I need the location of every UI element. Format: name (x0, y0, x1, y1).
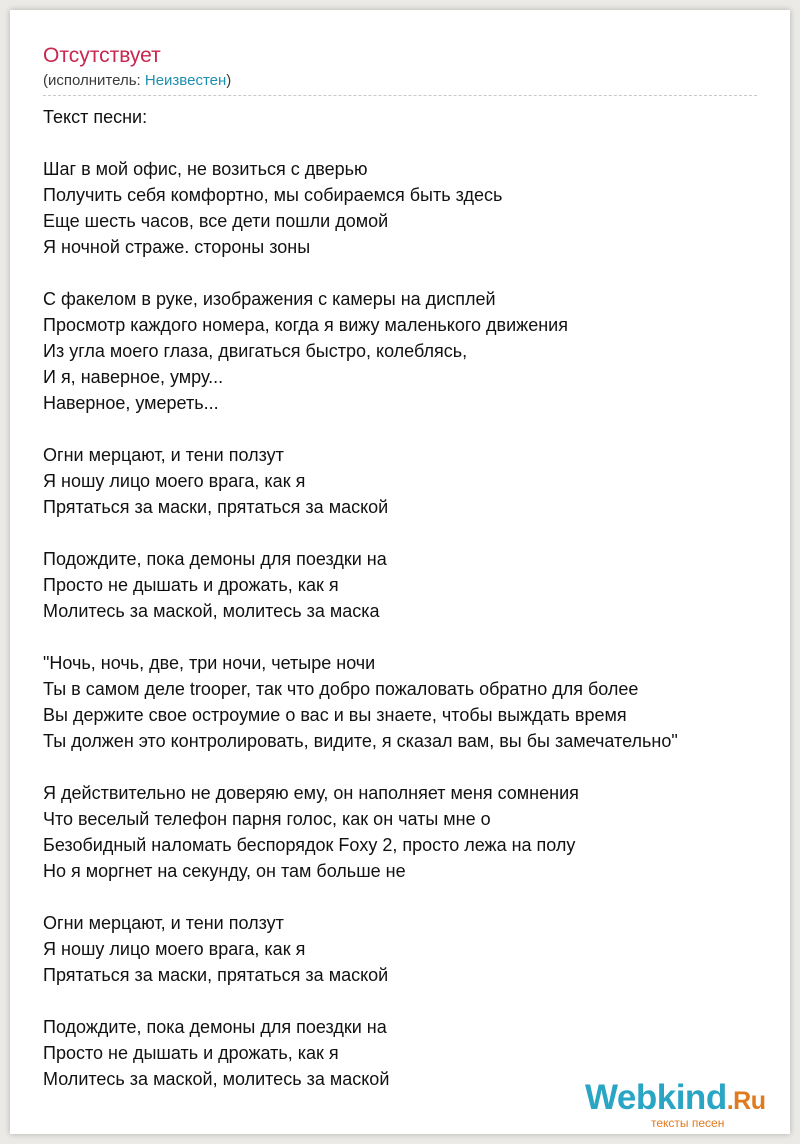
lyric-line: Вы держите свое остроумие о вас и вы знаете, чтобы выждать время (43, 705, 627, 725)
logo-tld: .Ru (726, 1087, 766, 1115)
lyric-line: Подождите, пока демоны для поездки на (43, 549, 387, 569)
artist-line (43, 72, 231, 90)
lyric-line: Я ночной страже. стороны зоны (43, 237, 311, 257)
lyric-line: Прятаться за маски, прятаться за маской (43, 965, 389, 985)
lyric-line: Безобидный наломать беспорядок Foxy 2, просто лежа на полу (43, 835, 576, 855)
artist-link[interactable]: Неизвестен (144, 72, 227, 89)
lyric-line: Подождите, пока демоны для поездки на (43, 1017, 387, 1037)
lyric-line: Просто не дышать и дрожать, как я (43, 1043, 339, 1063)
lyrics-stanza (43, 442, 783, 520)
lyric-line: Из угла моего глаза, двигаться быстро, колеблясь, (43, 341, 468, 361)
artist-suffix: ) (226, 72, 232, 89)
lyric-line: Огни мерцают, и тени ползут (43, 913, 284, 933)
logo-wordmark (585, 1078, 765, 1121)
lyric-line: Я ношу лицо моего врага, как я (43, 471, 306, 491)
lyric-line: Еще шесть часов, все дети пошли домой (43, 211, 389, 231)
lyric-line: Прятаться за маски, прятаться за маской (43, 497, 389, 517)
lyric-line: Наверное, умереть... (43, 393, 219, 413)
lyric-line: Огни мерцают, и тени ползут (43, 445, 284, 465)
lyric-line: "Ночь, ночь, две, три ночи, четыре ночи (43, 653, 376, 673)
lyric-line: Просмотр каждого номера, когда я вижу маленького движения (43, 315, 568, 335)
lyric-line: Молитесь за маской, молитесь за маска (43, 601, 380, 621)
lyrics-block (43, 104, 783, 1092)
lyric-line: Что веселый телефон парня голос, как он чаты мне о (43, 809, 491, 829)
lyrics-stanza (43, 910, 783, 988)
lyrics-stanza (43, 156, 783, 260)
lyrics-stanza (43, 650, 783, 754)
lyrics-stanza (43, 286, 783, 416)
lyric-line: С факелом в руке, изображения с камеры на дисплей (43, 289, 496, 309)
logo-tagline: тексты песен (651, 1116, 725, 1130)
lyric-line: Молитесь за маской, молитесь за маской (43, 1069, 390, 1089)
lyric-line: Я ношу лицо моего врага, как я (43, 939, 306, 959)
lyrics-heading: Текст песни: (43, 107, 148, 127)
lyric-line: Я действительно не доверяю ему, он наполняет меня сомнения (43, 783, 579, 803)
lyric-line: И я, наверное, умру... (43, 367, 224, 387)
song-title: Отсутствует (43, 44, 161, 67)
lyric-line: Шаг в мой офис, не возиться с дверью (43, 159, 368, 179)
lyric-line: Но я моргнет на секунду, он там больше не (43, 861, 406, 881)
webkind-logo[interactable] (585, 1078, 785, 1134)
lyric-line: Получить себя комфортно, мы собираемся быть здесь (43, 185, 503, 205)
lyrics-stanza (43, 780, 783, 884)
lyrics-page (10, 10, 790, 1134)
artist-prefix: (исполнитель: (43, 72, 145, 89)
lyrics-stanza (43, 546, 783, 624)
divider (43, 95, 757, 96)
logo-brand: Webkind (585, 1078, 727, 1117)
lyric-line: Просто не дышать и дрожать, как я (43, 575, 339, 595)
lyric-line: Ты в самом деле trooper, так что добро пожаловать обратно для более (43, 679, 639, 699)
lyric-line: Ты должен это контролировать, видите, я сказал вам, вы бы замечательно" (43, 731, 678, 751)
